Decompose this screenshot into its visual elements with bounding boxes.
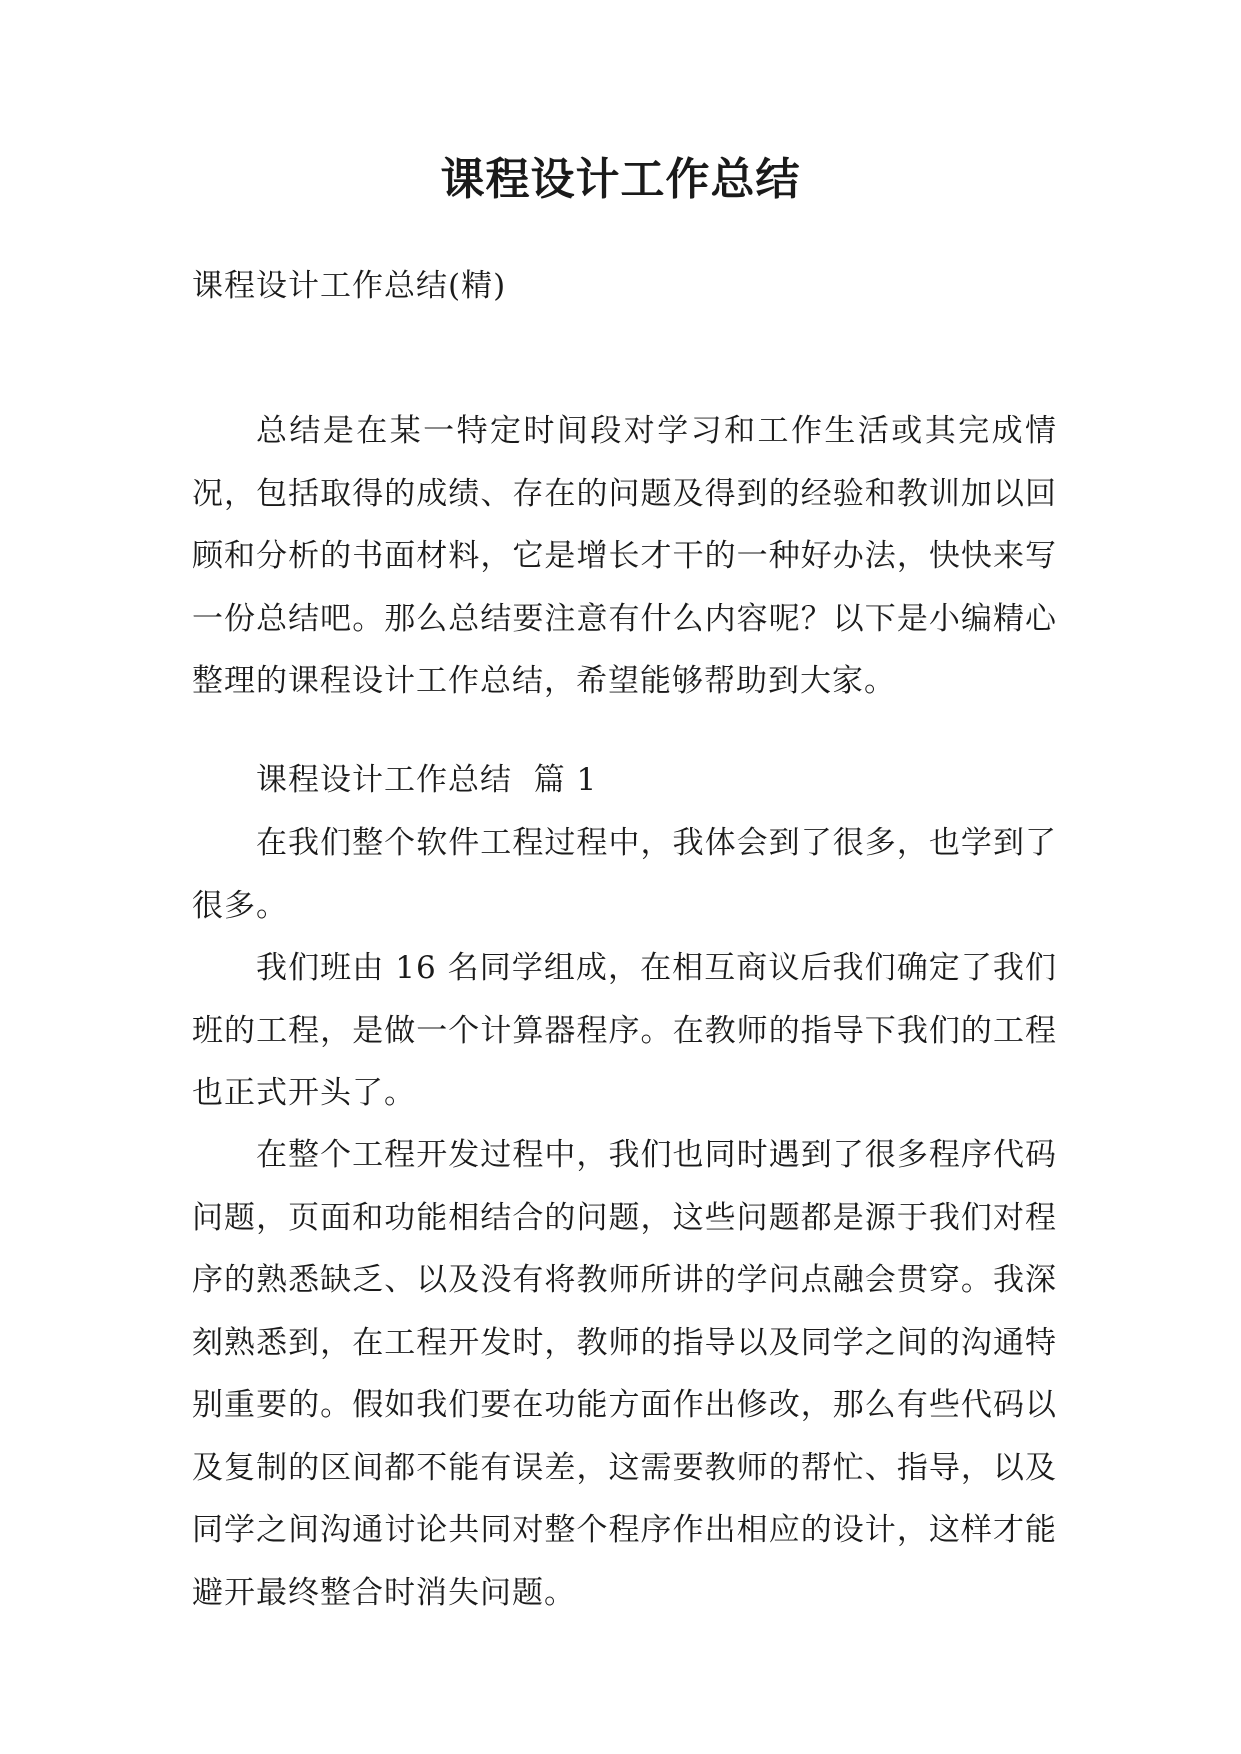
intro-paragraph: 总结是在某一特定时间段对学习和工作生活或其完成情况，包括取得的成绩、存在的问题及得到的经验和教训加以回顾和分析的书面材料，它是增长才干的一种好办法，快快来写一份总结吧。那么总结要注意有什么内容呢？以下是小编精心整理的课程设计工作总结，希望能够帮助到大家。 bbox=[192, 413, 1057, 699]
document-subtitle: 课程设计工作总结(精) bbox=[192, 268, 507, 304]
body-paragraph-3: 在整个工程开发过程中，我们也同时遇到了很多程序代码问题，页面和功能相结合的问题，这些问题都是源于我们对程序的熟悉缺乏、以及没有将教师所讲的学问点融会贯穿。我深刻熟悉到，在工程开发时，教师的指导以及同学之间的沟通特别重要的。假如我们要在功能方面作出修改，那么有些代码以及复制的区间都不能有误差，这需要教师的帮忙、指导，以及同学之间沟通讨论共同对整个程序作出相应的设计，这样才能避开最终整合时消失问题。 bbox=[192, 1137, 1057, 1611]
document-title: 课程设计工作总结 bbox=[440, 154, 801, 205]
body-paragraph-1: 在我们整个软件工程过程中，我体会到了很多，也学到了很多。 bbox=[192, 825, 1057, 924]
body-paragraph-2: 我们班由 16 名同学组成，在相互商议后我们确定了我们班的工程，是做一个计算器程序。在教师的指导下我们的工程也正式开头了。 bbox=[192, 950, 1057, 1111]
section-heading: 课程设计工作总结 篇 1 bbox=[256, 762, 598, 798]
